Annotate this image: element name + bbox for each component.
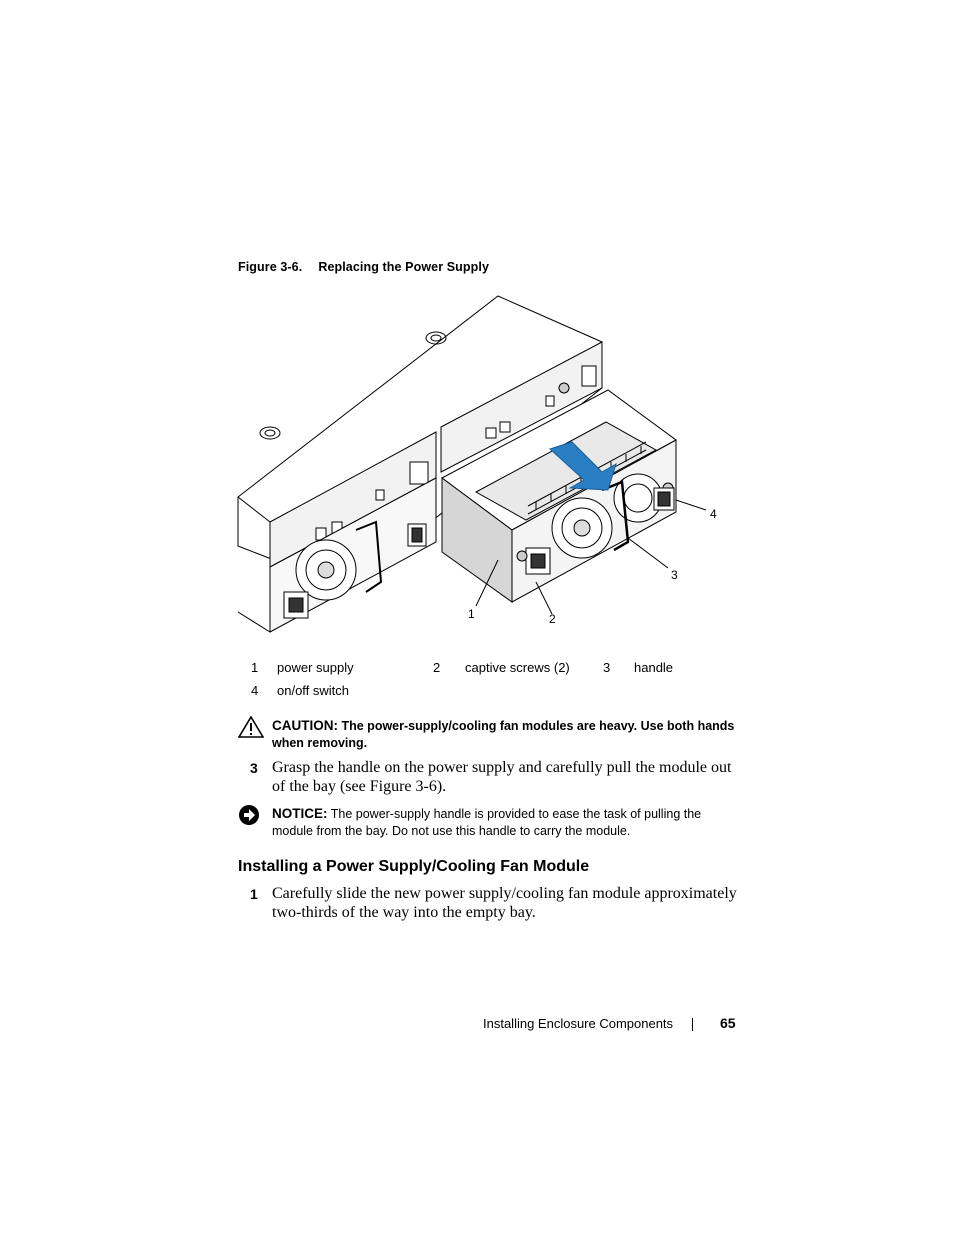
callout-4: 4: [710, 507, 717, 521]
caution-triangle-icon: [238, 716, 264, 738]
callout-3: 3: [671, 568, 678, 582]
callout-2: 2: [549, 612, 556, 626]
footer-chapter: Installing Enclosure Components: [483, 1016, 674, 1031]
caution-label: CAUTION:: [272, 718, 338, 733]
step-number: 1: [250, 886, 258, 902]
caution-text: The power-supply/cooling fan modules are heavy. Use both hands when removing.: [272, 719, 735, 750]
power-supply-illustration: [236, 292, 722, 642]
caution-note: [272, 717, 742, 752]
notice-note: [272, 805, 742, 840]
legend-num: 2: [433, 660, 441, 675]
notice-icon: [238, 804, 260, 826]
legend-num: 1: [251, 660, 259, 675]
legend-num: 3: [603, 660, 611, 675]
legend-label: power supply: [277, 660, 354, 675]
figure-caption: [238, 260, 489, 274]
callout-1: 1: [468, 607, 475, 621]
notice-label: NOTICE:: [272, 806, 328, 821]
step-text: Grasp the handle on the power supply and carefully pull the module out of the bay (see Figure 3-6).: [272, 759, 732, 795]
legend-label: on/off switch: [277, 683, 350, 698]
step-number: 3: [250, 760, 258, 776]
footer-separator: [692, 1018, 693, 1031]
step-text: Carefully slide the new power supply/cooling fan module approximately two-thirds of the way into the empty bay.: [272, 885, 737, 921]
figure-title: Replacing the Power Supply: [318, 260, 489, 274]
section-heading: Installing a Power Supply/Cooling Fan Module: [238, 858, 590, 875]
figure-number: Figure 3-6.: [238, 260, 303, 274]
legend-label: captive screws (2): [465, 660, 570, 675]
page-number: 65: [720, 1015, 736, 1031]
notice-text: The power-supply handle is provided to ease the task of pulling the module from the bay. Do not use this handle to carry the module.: [272, 807, 702, 838]
chassis-screw-left: [260, 427, 280, 439]
captive-screw: [517, 551, 527, 561]
legend-label: handle: [634, 660, 674, 675]
legend-num: 4: [251, 683, 259, 698]
